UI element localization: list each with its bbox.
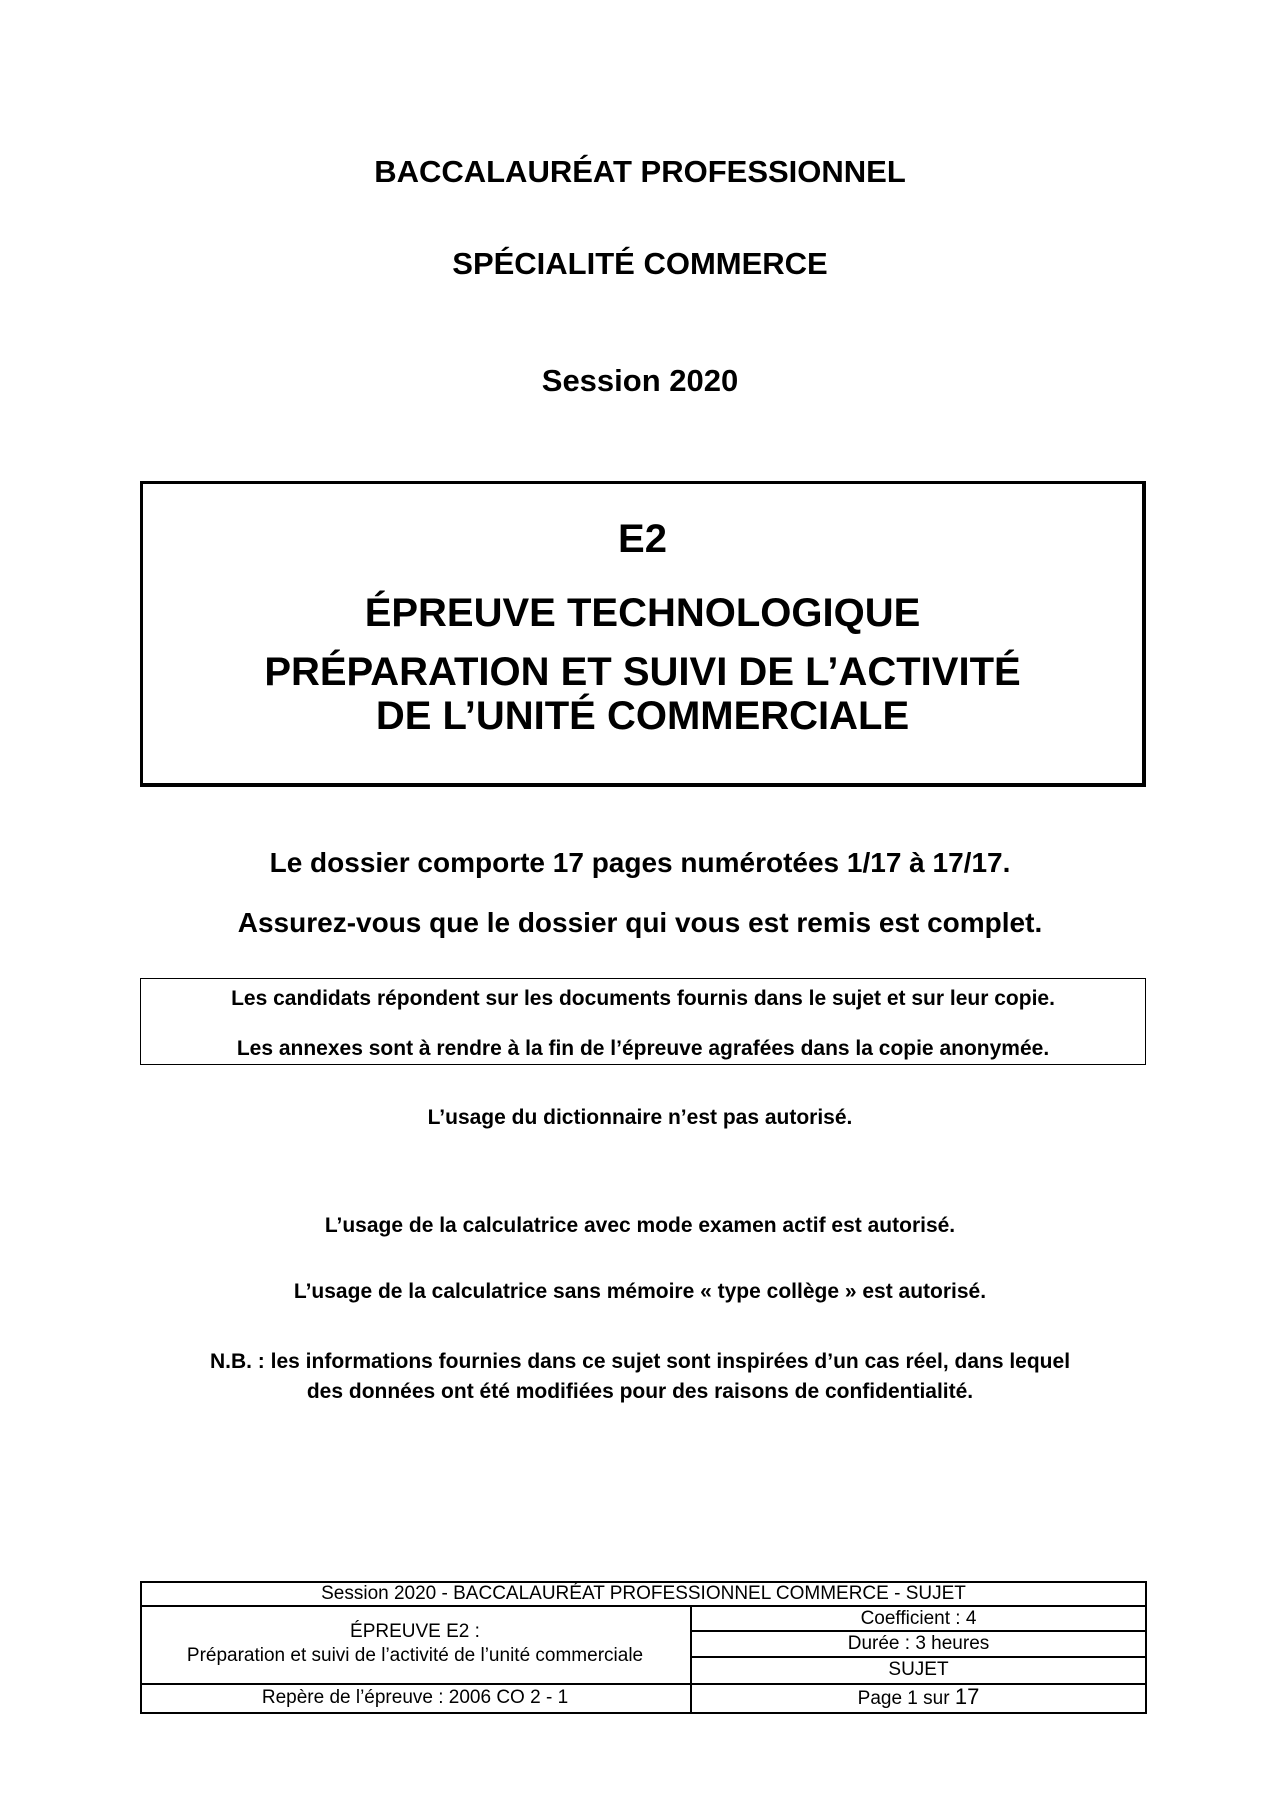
footer-table [140, 1581, 1147, 1714]
footer-repere: Repère de l’épreuve : 2006 CO 2 - 1 [261, 1687, 569, 1708]
footer-page-number [691, 1685, 1146, 1711]
footer-epreuve-code: ÉPREUVE E2 : [350, 1621, 480, 1642]
header-session: Session 2020 [541, 363, 739, 398]
exam-title-line-1: ÉPREUVE TECHNOLOGIQUE [364, 591, 921, 635]
nb-note-line-2: des données ont été modifiées pour des raisons de confidentialité. [306, 1380, 974, 1403]
exam-title-box [140, 481, 1146, 787]
footer-title: Session 2020 - BACCALAURÉAT PROFESSIONNEL COMMERCE - SUJET [321, 1583, 966, 1604]
dossier-pages-note: Le dossier comporte 17 pages numérotées 1/17 à 17/17. [269, 847, 1011, 878]
footer-page-total: 17 [954, 1684, 980, 1709]
instructions-box [140, 978, 1146, 1065]
dossier-check-note: Assurez-vous que le dossier qui vous est remis est complet. [237, 907, 1043, 938]
footer-epreuve-name: Préparation et suivi de l’activité de l’unité commerciale [186, 1645, 644, 1666]
instruction-line-1: Les candidats répondent sur les documents fournis dans le sujet et sur leur copie. [231, 987, 1055, 1010]
exam-code: E2 [618, 517, 667, 561]
footer-sujet-label: SUJET [888, 1659, 949, 1680]
header-specialty: SPÉCIALITÉ COMMERCE [452, 246, 828, 281]
footer-duration: Durée : 3 heures [847, 1633, 990, 1654]
exam-title-line-2: PRÉPARATION ET SUIVI DE L’ACTIVITÉ [264, 650, 1021, 694]
instruction-line-2: Les annexes sont à rendre à la fin de l’épreuve agrafées dans la copie anonymée. [236, 1037, 1050, 1060]
footer-page-prefix: Page 1 sur [857, 1688, 950, 1709]
rule-dictionary: L’usage du dictionnaire n’est pas autorisé. [427, 1106, 853, 1129]
header-diploma: BACCALAURÉAT PROFESSIONNEL [374, 154, 906, 189]
footer-coefficient: Coefficient : 4 [860, 1608, 977, 1629]
exam-title-line-3: DE L’UNITÉ COMMERCIALE [375, 694, 910, 738]
nb-note-line-1: N.B. : les informations fournies dans ce sujet sont inspirées d’un cas réel, dans lequel [209, 1350, 1071, 1373]
rule-calculator-college: L’usage de la calculatrice sans mémoire « type collège » est autorisé. [293, 1280, 987, 1303]
rule-calculator-exam: L’usage de la calculatrice avec mode examen actif est autorisé. [324, 1214, 956, 1237]
footer-border-bottom [140, 1712, 1147, 1714]
